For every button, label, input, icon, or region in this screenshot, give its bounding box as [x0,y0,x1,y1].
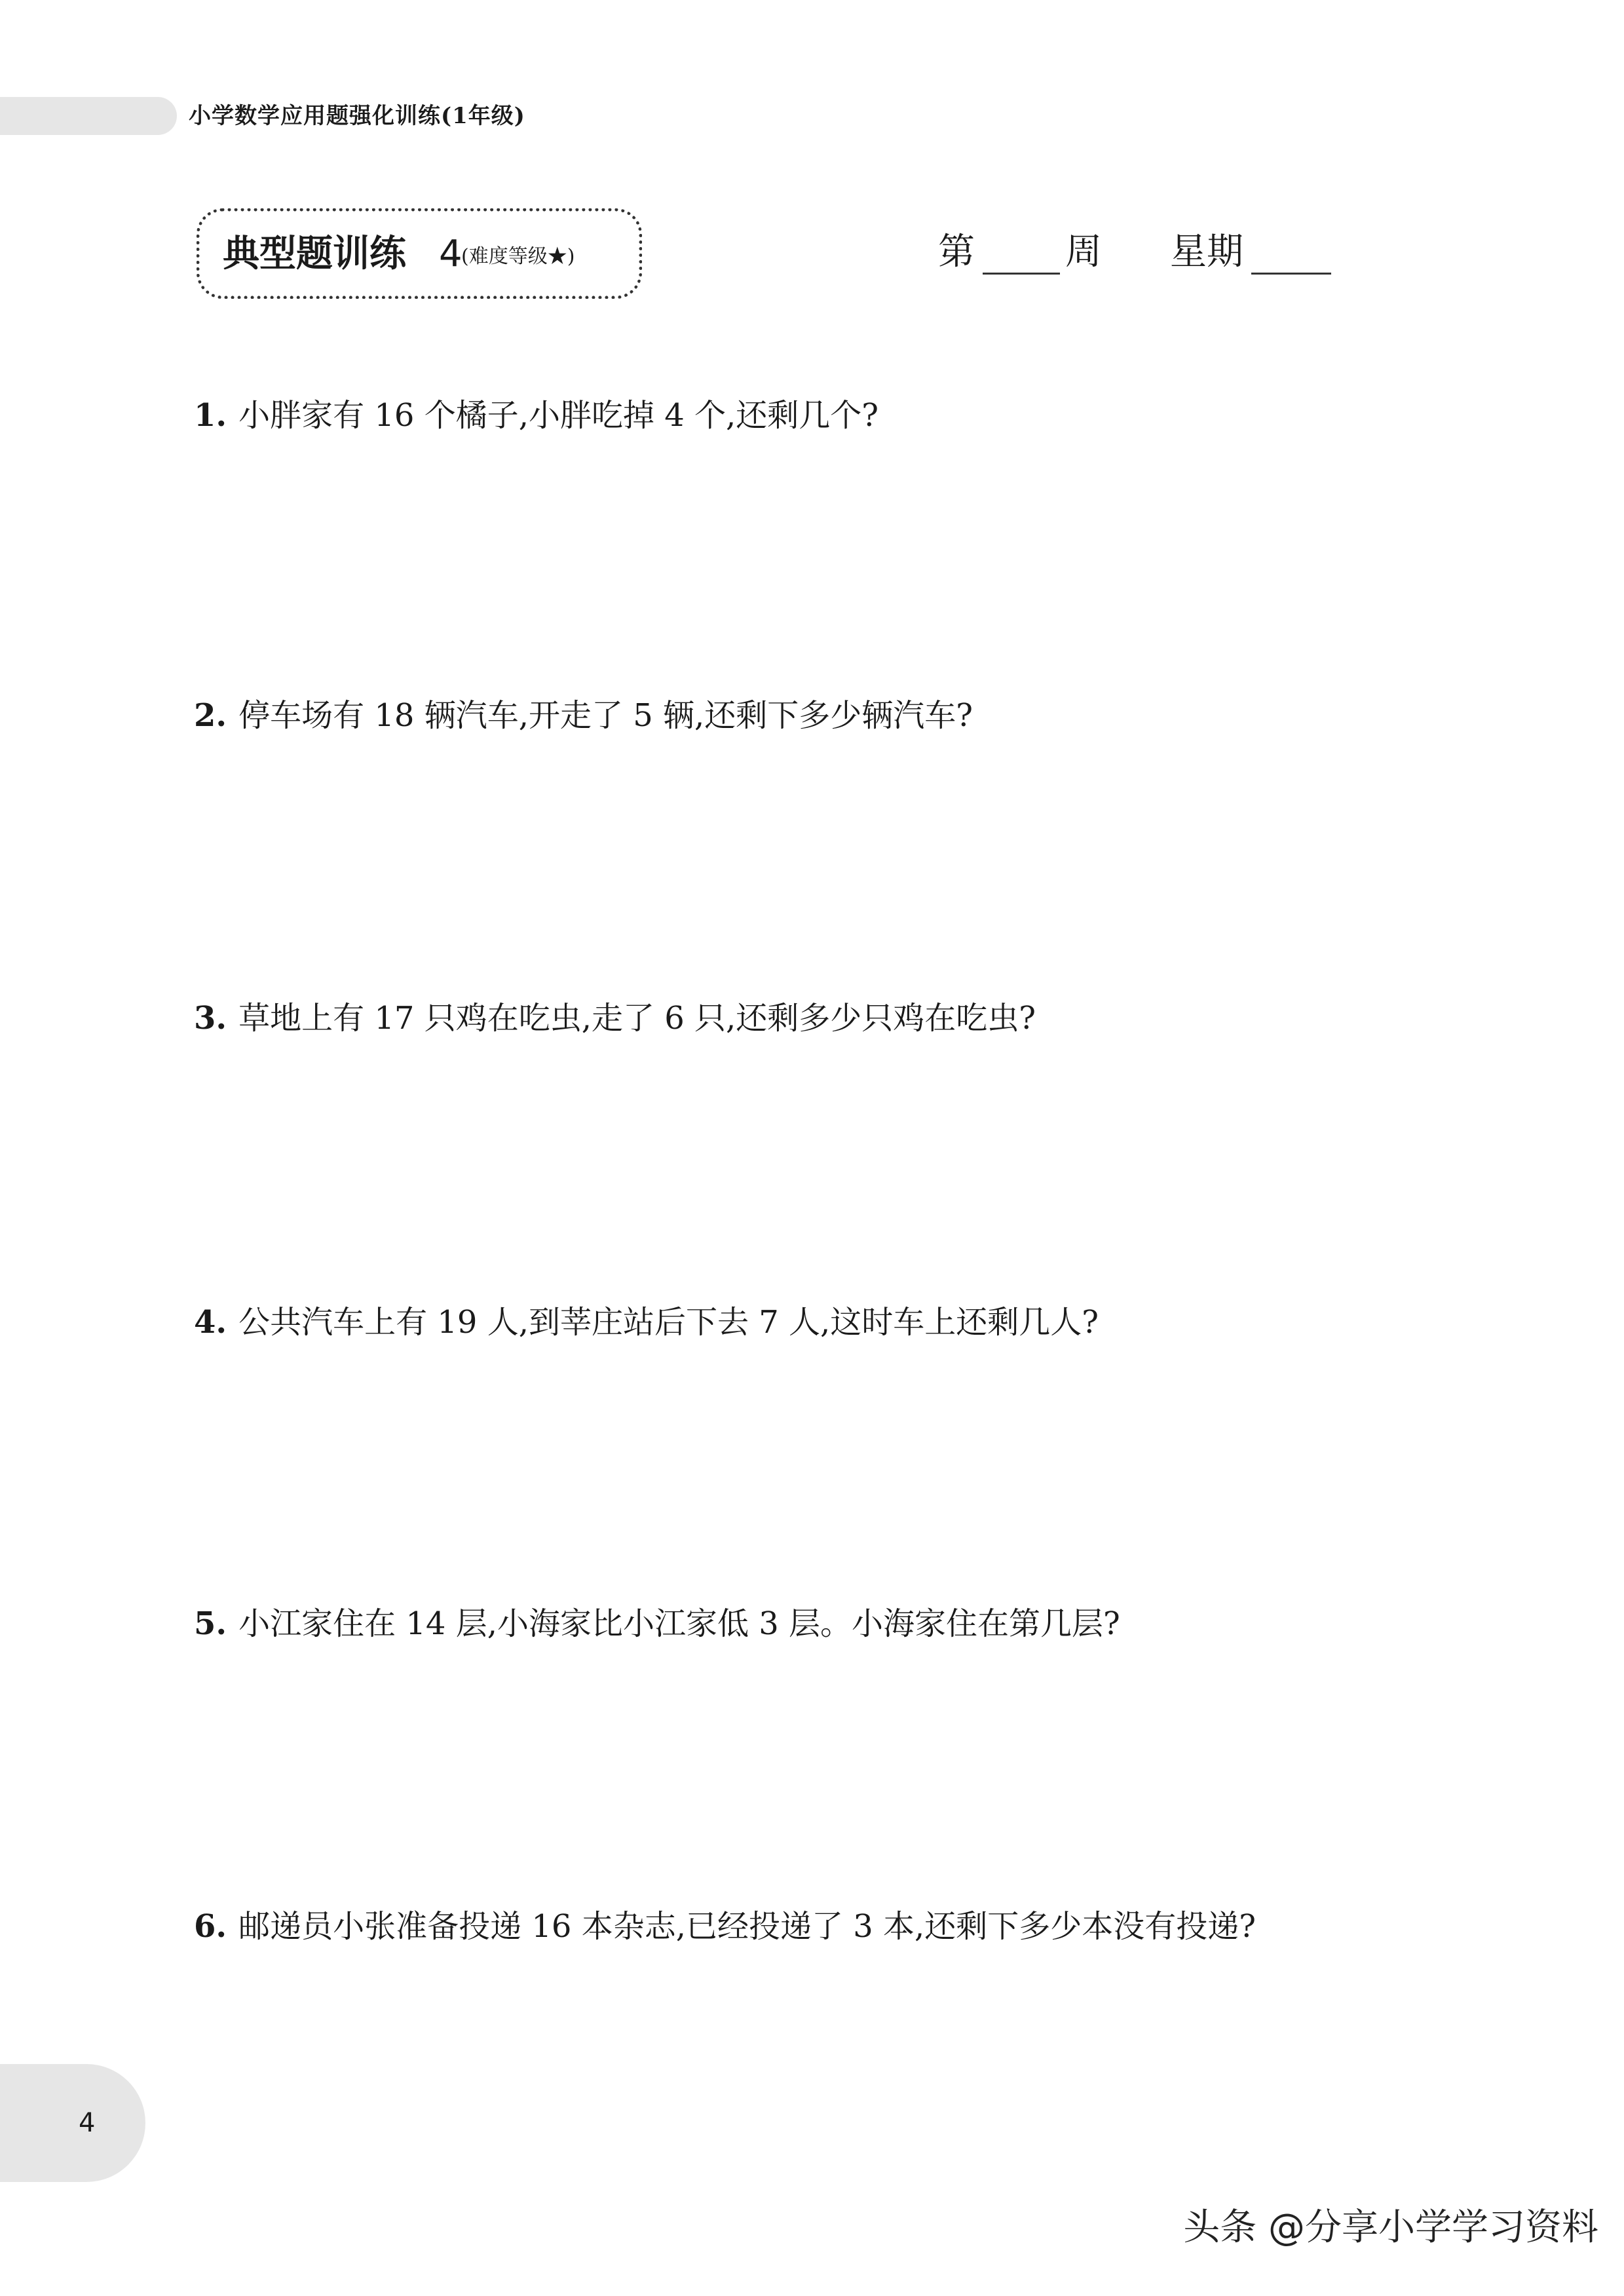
week-prefix: 第 [938,231,975,273]
question-1 [194,389,1471,442]
question-number: 4. [194,1304,227,1341]
question-text: 邮递员小张准备投递 16 本杂志,已经投递了 3 本,还剩下多少本没有投递? [238,1908,1256,1945]
difficulty-label: (难度等级★) [461,245,575,268]
question-number: 3. [194,1000,227,1037]
question-5 [194,1598,1471,1650]
weekday-label: 星期 [1170,231,1243,273]
question-text: 草地上有 17 只鸡在吃虫,走了 6 只,还剩多少只鸡在吃虫? [238,1000,1036,1037]
week-blank[interactable] [983,273,1060,275]
question-text: 小胖家有 16 个橘子,小胖吃掉 4 个,还剩几个? [238,397,879,434]
question-text: 停车场有 18 辆汽车,开走了 5 辆,还剩下多少辆汽车? [238,697,973,734]
page-number: 4 [79,2108,96,2138]
question-number: 6. [194,1908,227,1945]
question-2 [194,689,1471,742]
section-title: 典型题训练 [223,233,406,275]
question-6 [194,1900,1471,1953]
section-number: 4 [439,233,463,275]
question-text: 小江家住在 14 层,小海家比小江家低 3 层。小海家住在第几层? [238,1605,1120,1642]
question-number: 1. [194,397,227,434]
watermark: 头条 @分享小学学习资料 [1183,2206,1598,2249]
page-number-tab [0,2064,145,2182]
question-3 [194,992,1471,1044]
header-tab [0,97,177,135]
question-number: 5. [194,1605,227,1642]
week-suffix: 周 [1065,231,1102,273]
question-number: 2. [194,697,227,734]
book-title: 小学数学应用题强化训练(1年级) [189,103,525,129]
question-text: 公共汽车上有 19 人,到莘庄站后下去 7 人,这时车上还剩几人? [238,1304,1099,1341]
question-4 [194,1296,1471,1349]
weekday-blank[interactable] [1251,273,1331,275]
